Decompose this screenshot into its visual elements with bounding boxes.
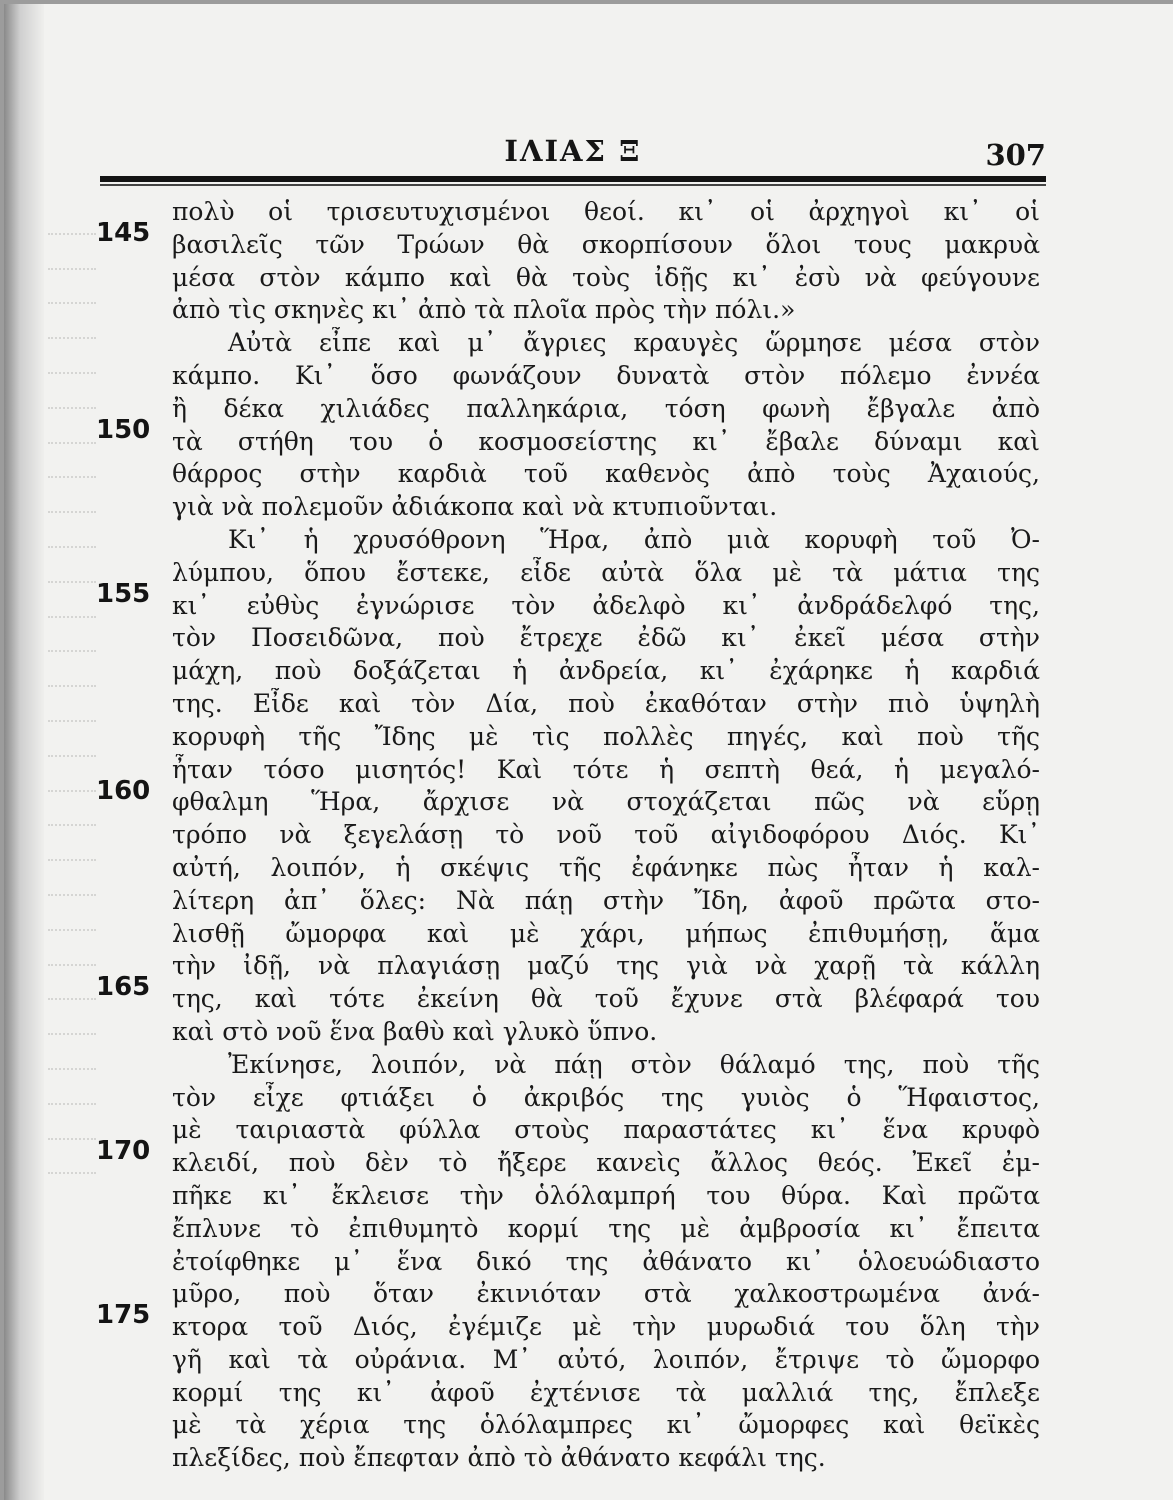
text-line: λύμπου, ὅπου ἔστεκε, εἶδε αὐτὰ ὅλα μὲ τὰ μάτια της — [172, 557, 1040, 587]
text-line: μέσα στὸν κάμπο καὶ θὰ τοὺς ἰδῇς κι᾿ ἐσὺ νὰ φεύγουνε — [172, 262, 1040, 292]
text-line: Κι᾿ ἡ χρυσόθρονη Ἥρα, ἀπὸ μιὰ κορυφὴ τοῦ Ὀ- — [228, 524, 1040, 554]
text-line: τὸν Ποσειδῶνα, ποὺ ἔτρεχε ἐδῶ κι᾿ ἐκεῖ μέσα στὴν — [172, 623, 1040, 653]
text-line: φθαλμη Ἥρα, ἄρχισε νὰ στοχάζεται πῶς νὰ εὕρῃ — [172, 787, 1040, 817]
header-rule — [100, 176, 1046, 182]
text-line: της, καὶ τότε ἐκείνη θὰ τοῦ ἔχυνε στὰ βλέφαρά του — [172, 984, 1040, 1014]
text-line: κι᾿ εὐθὺς ἐγνώρισε τὸν ἀδελφὸ κι᾿ ἀνδράδελφό της, — [172, 590, 1040, 620]
text-line: κτορα τοῦ Διός, ἐγέμιζε μὲ τὴν μυρωδιά του ὅλη τὴν — [172, 1312, 1040, 1342]
header-rule-thin — [100, 184, 1046, 186]
body-text — [172, 196, 1040, 1475]
show-through-margin — [48, 200, 104, 1200]
line-number-150: 150 — [96, 415, 151, 445]
text-line: Αὐτὰ εἶπε καὶ μ᾿ ἄγριες κραυγὲς ὥρμησε μέσα στὸν — [228, 328, 1040, 358]
text-line: τὴν ἰδῇ, νὰ πλαγιάσῃ μαζύ της γιὰ νὰ χαρῇ τὰ κάλλη — [172, 951, 1040, 981]
line-number-175: 175 — [96, 1300, 151, 1330]
line-number-160: 160 — [96, 776, 151, 806]
text-line: θάρρος στὴν καρδιὰ τοῦ καθενὸς ἀπὸ τοὺς Ἀχαιούς, — [172, 459, 1040, 489]
text-line: ἀπὸ τὶς σκηνὲς κι᾿ ἀπὸ τὰ πλοῖα πρὸς τὴν πόλι.» — [172, 295, 796, 325]
text-line: μὲ τὰ χέρια της ὁλόλαμπρες κι᾿ ὤμορφες καὶ θεϊκὲς — [172, 1410, 1040, 1440]
text-line: γῆ καὶ τὰ οὐράνια. Μ᾿ αὐτό, λοιπόν, ἔτριψε τὸ ὤμορφο — [172, 1344, 1040, 1374]
text-line: της. Εἶδε καὶ τὸν Δία, ποὺ ἐκαθόταν στὴν πιὸ ὑψηλὴ — [172, 688, 1040, 718]
text-line: λισθῇ ὤμορφα καὶ μὲ χάρι, μήπως ἐπιθυμήσῃ, ἅμα — [172, 918, 1040, 948]
text-line: αὐτή, λοιπόν, ἡ σκέψις τῆς ἐφάνηκε πὼς ἦταν ἡ καλ- — [172, 852, 1040, 882]
line-number-170: 170 — [96, 1136, 151, 1166]
text-line: κλειδί, ποὺ δὲν τὸ ἤξερε κανεὶς ἄλλος θεός. Ἐκεῖ ἐμ- — [172, 1148, 1040, 1178]
line-number-145: 145 — [96, 218, 151, 248]
text-line: κάμπο. Κι᾿ ὅσο φωνάζουν δυνατὰ στὸν πόλεμο ἐννέα — [172, 360, 1040, 390]
text-line: τρόπο νὰ ξεγελάσῃ τὸ νοῦ τοῦ αἰγιδοφόρου Διός. Κι᾿ — [172, 820, 1040, 850]
page-header — [100, 128, 1046, 178]
text-line: μῦρο, ποὺ ὅταν ἐκινιόταν στὰ χαλκοστρωμένα ἀνά- — [172, 1279, 1040, 1309]
text-line: τὸν εἶχε φτιάξει ὁ ἀκριβός της γυιὸς ὁ Ἥφαιστος, — [172, 1082, 1040, 1112]
running-title: ΙΛΙΑΣ Ξ — [504, 134, 642, 168]
text-line: καὶ στὸ νοῦ ἕνα βαθὺ καὶ γλυκὸ ὕπνο. — [172, 1016, 658, 1046]
text-line: μὲ ταιριαστὰ φύλλα στοὺς παραστάτες κι᾿ ἕνα κρυφὸ — [172, 1115, 1040, 1145]
line-number-165: 165 — [96, 972, 151, 1002]
text-line: ἐτοίφθηκε μ᾿ ἕνα δικό της ἀθάνατο κι᾿ ὁλοευώδιαστο — [172, 1246, 1040, 1276]
text-line: ἦταν τόσο μισητός! Καὶ τότε ἡ σεπτὴ θεά, ἡ μεγαλό- — [172, 754, 1040, 784]
text-line: κορμί της κι᾿ ἀφοῦ ἐχτένισε τὰ μαλλιά της, ἔπλεξε — [172, 1377, 1040, 1407]
text-line: γιὰ νὰ πολεμοῦν ἀδιάκοπα καὶ νὰ κτυπιοῦνται. — [172, 492, 778, 522]
text-line: τὰ στήθη του ὁ κοσμοσείστης κι᾿ ἔβαλε δύναμι καὶ — [172, 426, 1040, 456]
text-line: κορυφὴ τῆς Ἴδης μὲ τὶς πολλὲς πηγές, καὶ ποὺ τῆς — [172, 721, 1040, 751]
spine-shadow — [4, 4, 44, 1500]
text-line: ἔπλυνε τὸ ἐπιθυμητὸ κορμί της μὲ ἀμβροσία κι᾿ ἔπειτα — [172, 1213, 1040, 1243]
text-line: Ἐκίνησε, λοιπόν, νὰ πάῃ στὸν θάλαμό της, ποὺ τῆς — [228, 1049, 1040, 1079]
line-number-155: 155 — [96, 579, 151, 609]
text-line: ἢ δέκα χιλιάδες παλληκάρια, τόση φωνὴ ἔβγαλε ἀπὸ — [172, 393, 1040, 423]
text-line: πλεξίδες, ποὺ ἔπεφταν ἀπὸ τὸ ἀθάνατο κεφάλι της. — [172, 1443, 826, 1473]
page-number: 307 — [985, 138, 1046, 172]
text-line: λίτερη ἀπ᾿ ὅλες: Νὰ πάῃ στὴν Ἴδη, ἀφοῦ πρῶτα στο- — [172, 885, 1040, 915]
text-line: πολὺ οἱ τρισευτυχισμένοι θεοί. κι᾿ οἱ ἀρχηγοὶ κι᾿ οἱ — [172, 197, 1040, 226]
text-line: πῆκε κι᾿ ἔκλεισε τὴν ὁλόλαμπρή του θύρα. Καὶ πρῶτα — [172, 1180, 1040, 1210]
text-line: μάχη, ποὺ δοξάζεται ἡ ἀνδρεία, κι᾿ ἐχάρηκε ἡ καρδιά — [172, 656, 1040, 686]
text-line: βασιλεῖς τῶν Τρώων θὰ σκορπίσουν ὅλοι τους μακρυὰ — [172, 229, 1040, 259]
